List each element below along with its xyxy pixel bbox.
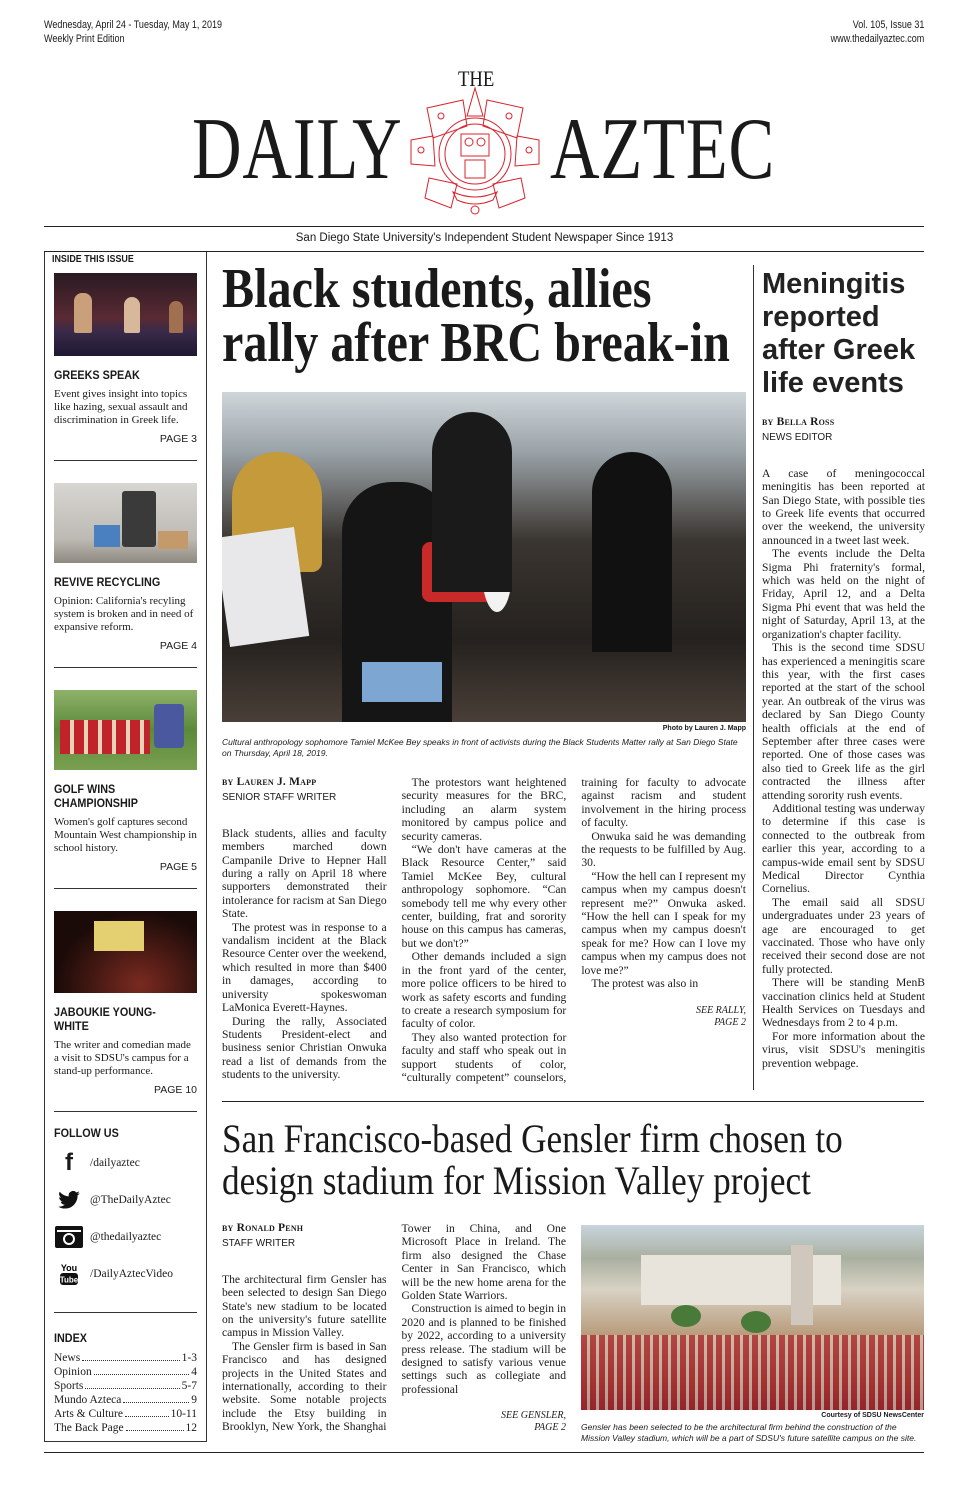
teaser-photo xyxy=(54,483,197,563)
index-pages: 9 xyxy=(191,1394,197,1406)
paragraph: “We don't have cameras at the Black Resource Center,” said Tamiel McKee Bey, cultural anthropology sophomore. “Can somebody tell me why every other center, building, frat and sorority house on this campus has cameras, but we don't?” xyxy=(401,843,567,950)
stadium-rendering-photo xyxy=(581,1225,924,1410)
lead-byline-role: SENIOR STAFF WRITER xyxy=(222,792,337,804)
index-heading: INDEX xyxy=(54,1331,88,1345)
date-range: Wednesday, April 24 - Tuesday, May 1, 2019 xyxy=(44,19,223,31)
index-pages: 5-7 xyxy=(181,1380,197,1392)
lead-photo xyxy=(222,392,746,722)
stadium-article-body xyxy=(222,1222,566,1444)
teaser-title: GREEKS SPEAK xyxy=(54,368,140,382)
paragraph: The protest was also in xyxy=(591,977,699,991)
index-section: The Back Page xyxy=(54,1422,124,1434)
masthead-name-right: AZTEC xyxy=(550,101,776,198)
paragraph: For more information about the virus, visit SDSU's meningitis prevention webpage. xyxy=(762,1029,925,1070)
bottom-rule xyxy=(44,1452,924,1453)
paragraph: A case of meningococcal meningitis has been reported at San Diego State, with possible ties to Greek life events that occurred over the weekend, the university announced in a tweet last week. xyxy=(762,466,925,547)
index-section: Sports xyxy=(54,1380,84,1392)
teaser-title: REVIVE RECYCLING xyxy=(54,575,161,589)
divider xyxy=(54,667,197,668)
social-instagram[interactable] xyxy=(54,1218,197,1255)
lead-article-body xyxy=(222,776,746,1086)
stadium-byline-role: STAFF WRITER xyxy=(222,1238,296,1250)
paragraph: Black students, allies and faculty members marched down Campanile Drive to Hepner Hall during a rally on April 18 where supporters demonstrated their intolerance for racism at San Diego State. xyxy=(222,826,387,921)
index-entry[interactable] xyxy=(54,1393,197,1407)
meningitis-byline-role: NEWS EDITOR xyxy=(762,432,833,444)
svg-text:Tube: Tube xyxy=(59,1275,79,1284)
index-pages: 10-11 xyxy=(170,1408,197,1420)
divider xyxy=(54,460,197,461)
paragraph: The architectural firm Gensler has been selected to design San Diego State's new stadium to be located on the university's future satellite campus in Mission Valley. xyxy=(222,1272,387,1340)
facebook-icon: f xyxy=(65,1148,73,1176)
index-section: Opinion xyxy=(54,1366,92,1378)
index-pages: 4 xyxy=(191,1366,197,1378)
paragraph: Additional testing was underway to determine if this case is connected to the outbreak from earlier this year, according to a campus-wide email sent by SDSU Medical Director Cynthia Cornelius. xyxy=(762,801,925,896)
sidebar-heading: INSIDE THIS ISSUE xyxy=(52,253,134,265)
meningitis-headline[interactable]: Meningitis reported after Greek life events xyxy=(762,268,916,399)
social-twitter[interactable] xyxy=(54,1181,197,1218)
teaser-jaboukie-young-white[interactable] xyxy=(54,911,197,1096)
teaser-page: PAGE 5 xyxy=(159,861,197,873)
stadium-byline: by Ronald Penh xyxy=(222,1222,304,1234)
paragraph: Other demands included a sign in the front yard of the center, more police officers to be hired to work as safety escorts and funding to create a research symposium for faculty of color. xyxy=(401,950,567,1031)
teaser-desc: Event gives insight into topics like hazing, sexual assault and discrimination in Greek life. xyxy=(54,388,188,426)
volume-issue: Vol. 105, Issue 31 xyxy=(852,19,924,31)
social-facebook[interactable] xyxy=(54,1144,197,1181)
paragraph: Construction is aimed to begin in 2020 and is planned to be finished by 2022, according to a university press release. The stadium will be designed to satisfy various venue settings such as collegiate and professional xyxy=(401,1302,566,1396)
twitter-icon xyxy=(54,1188,84,1212)
lead-photo-credit: Photo by Lauren J. Mapp xyxy=(662,725,746,732)
teaser-page: PAGE 4 xyxy=(159,640,197,652)
index-section: News xyxy=(54,1352,81,1364)
index-entry[interactable] xyxy=(54,1407,197,1421)
stadium-photo-caption: Gensler has been selected to be the architectural firm behind the construction of the Mission Valley stadium, which will be a part of SDSU's future satellite campus on the site. xyxy=(581,1422,917,1443)
meningitis-article-body xyxy=(762,416,925,1070)
index-section: Arts & Culture xyxy=(54,1408,123,1420)
teaser-title: GOLF WINS CHAMPIONSHIP xyxy=(54,782,139,810)
follow-us-heading: FOLLOW US xyxy=(54,1126,119,1140)
social-handle: @thedailyaztec xyxy=(90,1230,162,1243)
teaser-title: JABOUKIE YOUNG-WHITE xyxy=(54,1005,156,1033)
masthead-the: THE xyxy=(458,66,495,91)
paragraph: “How the hell can I represent my campus when my campus doesn't represent me?” Onwuka asked. “How the hell can I speak for my campus when my campus doesn't speak for me? How can I love my campus when my campus does not love me?” xyxy=(581,869,746,977)
teaser-desc: The writer and comedian made a visit to SDSU's campus for a stand-up performance. xyxy=(54,1039,191,1077)
stadium-jump-link[interactable]: SEE GENSLER, PAGE 2 xyxy=(501,1410,566,1434)
lead-headline[interactable]: Black students, allies rally after BRC break-in xyxy=(222,258,730,374)
social-handle: /dailyaztec xyxy=(90,1156,140,1169)
paragraph: During the rally, Associated Students President-elect and business senior Christian Onwuka read a list of demands from the students to the university. xyxy=(222,1014,387,1082)
index-entry[interactable] xyxy=(54,1351,197,1365)
teaser-photo xyxy=(54,690,197,770)
social-handle: /DailyAztecVideo xyxy=(90,1267,173,1280)
index-entry[interactable] xyxy=(54,1379,197,1393)
lead-jump-link[interactable]: SEE RALLY, PAGE 2 xyxy=(695,1004,746,1028)
teaser-desc: Women's golf captures second Mountain West championship in school history. xyxy=(54,816,197,854)
section-divider xyxy=(222,1101,924,1102)
index-entry[interactable] xyxy=(54,1421,197,1435)
teaser-desc: Opinion: California's recyling system is broken and in need of expansive reform. xyxy=(54,595,194,633)
paragraph: This is the second time SDSU has experienced a meningitis scare this year, with the first cases reported at the start of the school year. An outbreak of the virus was declared by San Diego County health officials at the end of September after three cases were reported. One of those cases was also tied to Greek life as the girl contracted the illness after attending sorority rush events. xyxy=(762,641,925,802)
index-pages: 1-3 xyxy=(181,1352,197,1364)
index-list xyxy=(54,1351,197,1435)
paragraph: The events include the Delta Sigma Phi fraternity's formal, which was held on the night of Friday, April 12, and a Delta Sigma Phi event that was held the night of Saturday, April 13, at the organization's chapter facility. xyxy=(762,547,925,641)
paragraph: The email said all SDSU undergraduates under 23 years of age are encouraged to get vaccinated. Those who have only received their second dose are not fully protected. xyxy=(762,895,925,976)
stadium-headline[interactable]: San Francisco-based Gensler firm chosen to design stadium for Mission Valley project xyxy=(222,1116,843,1203)
edition-label: Weekly Print Edition xyxy=(44,33,125,45)
paragraph: There will be standing MenB vaccination clinics held at Student Health Services on Tuesdays and Wednesdays from 2 to 4 p.m. xyxy=(762,976,925,1030)
svg-text:You: You xyxy=(60,1262,78,1273)
paragraph: The Gensler firm is based in San Francisco and has designed projects in the United States and internationally, according to their website. Some notable projects include the Etsy building in Brooklyn, New York, the Shanghai Tower in China, and One Microsoft Place in Ireland. The firm also designed the Chase Center in San Francisco, which will be the new home arena for the Golden State Warriors. xyxy=(222,1222,566,1434)
paragraph: They also wanted protection for faculty and staff who speak out in support students of color, “culturally competent” counselors, training for faculty to advocate against racism and student involvement in the hiring process of faculty. xyxy=(401,776,746,1084)
masthead-name-left: DAILY xyxy=(192,101,403,198)
teaser-page: PAGE 10 xyxy=(154,1084,197,1096)
website-link[interactable]: www.thedailyaztec.com xyxy=(830,33,924,45)
column-divider xyxy=(753,265,754,1090)
meningitis-byline: by Bella Ross xyxy=(762,416,835,428)
aztec-calendar-logo xyxy=(405,86,545,216)
index-section: Mundo Azteca xyxy=(54,1394,122,1406)
inside-this-issue-sidebar xyxy=(44,252,207,1442)
paragraph: Onwuka said he was demanding the requests to be fulfilled by Aug. 30. xyxy=(581,829,746,870)
social-handle: @TheDailyAztec xyxy=(90,1193,171,1206)
teaser-revive-recycling[interactable] xyxy=(54,483,197,652)
youtube-icon xyxy=(54,1262,84,1286)
paragraph: The protest was in response to a vandalism incident at the Black Resource Center over the weekend, which resulted in more than $400 in damages, according to university spokeswoman LaMonica Everett-Haynes. xyxy=(222,920,387,1015)
paragraph: The protestors want heightened security measures for the BRC, including an alarm system monitored by campus police and security cameras. xyxy=(401,776,567,843)
divider xyxy=(54,1111,197,1112)
tagline: San Diego State University's Independent Student Newspaper Since 1913 xyxy=(295,232,674,244)
teaser-golf-championship[interactable] xyxy=(54,690,197,873)
lead-photo-caption: Cultural anthropology sophomore Tamiel McKee Bey speaks in front of activists during the Black Students Matter rally at San Diego State on Thursday, April 18, 2019. xyxy=(222,737,738,758)
teaser-greeks-speak[interactable] xyxy=(54,273,197,445)
teaser-photo xyxy=(54,273,197,356)
divider xyxy=(54,888,197,889)
lead-byline: by Lauren J. Mapp xyxy=(222,776,317,788)
index-entry[interactable] xyxy=(54,1365,197,1379)
teaser-page: PAGE 3 xyxy=(159,433,197,445)
social-youtube[interactable] xyxy=(54,1255,197,1292)
index-pages: 12 xyxy=(185,1422,197,1434)
stadium-photo-credit: Courtesy of SDSU NewsCenter xyxy=(821,1412,924,1419)
divider xyxy=(54,1312,197,1313)
instagram-icon xyxy=(54,1225,84,1249)
teaser-photo xyxy=(54,911,197,993)
